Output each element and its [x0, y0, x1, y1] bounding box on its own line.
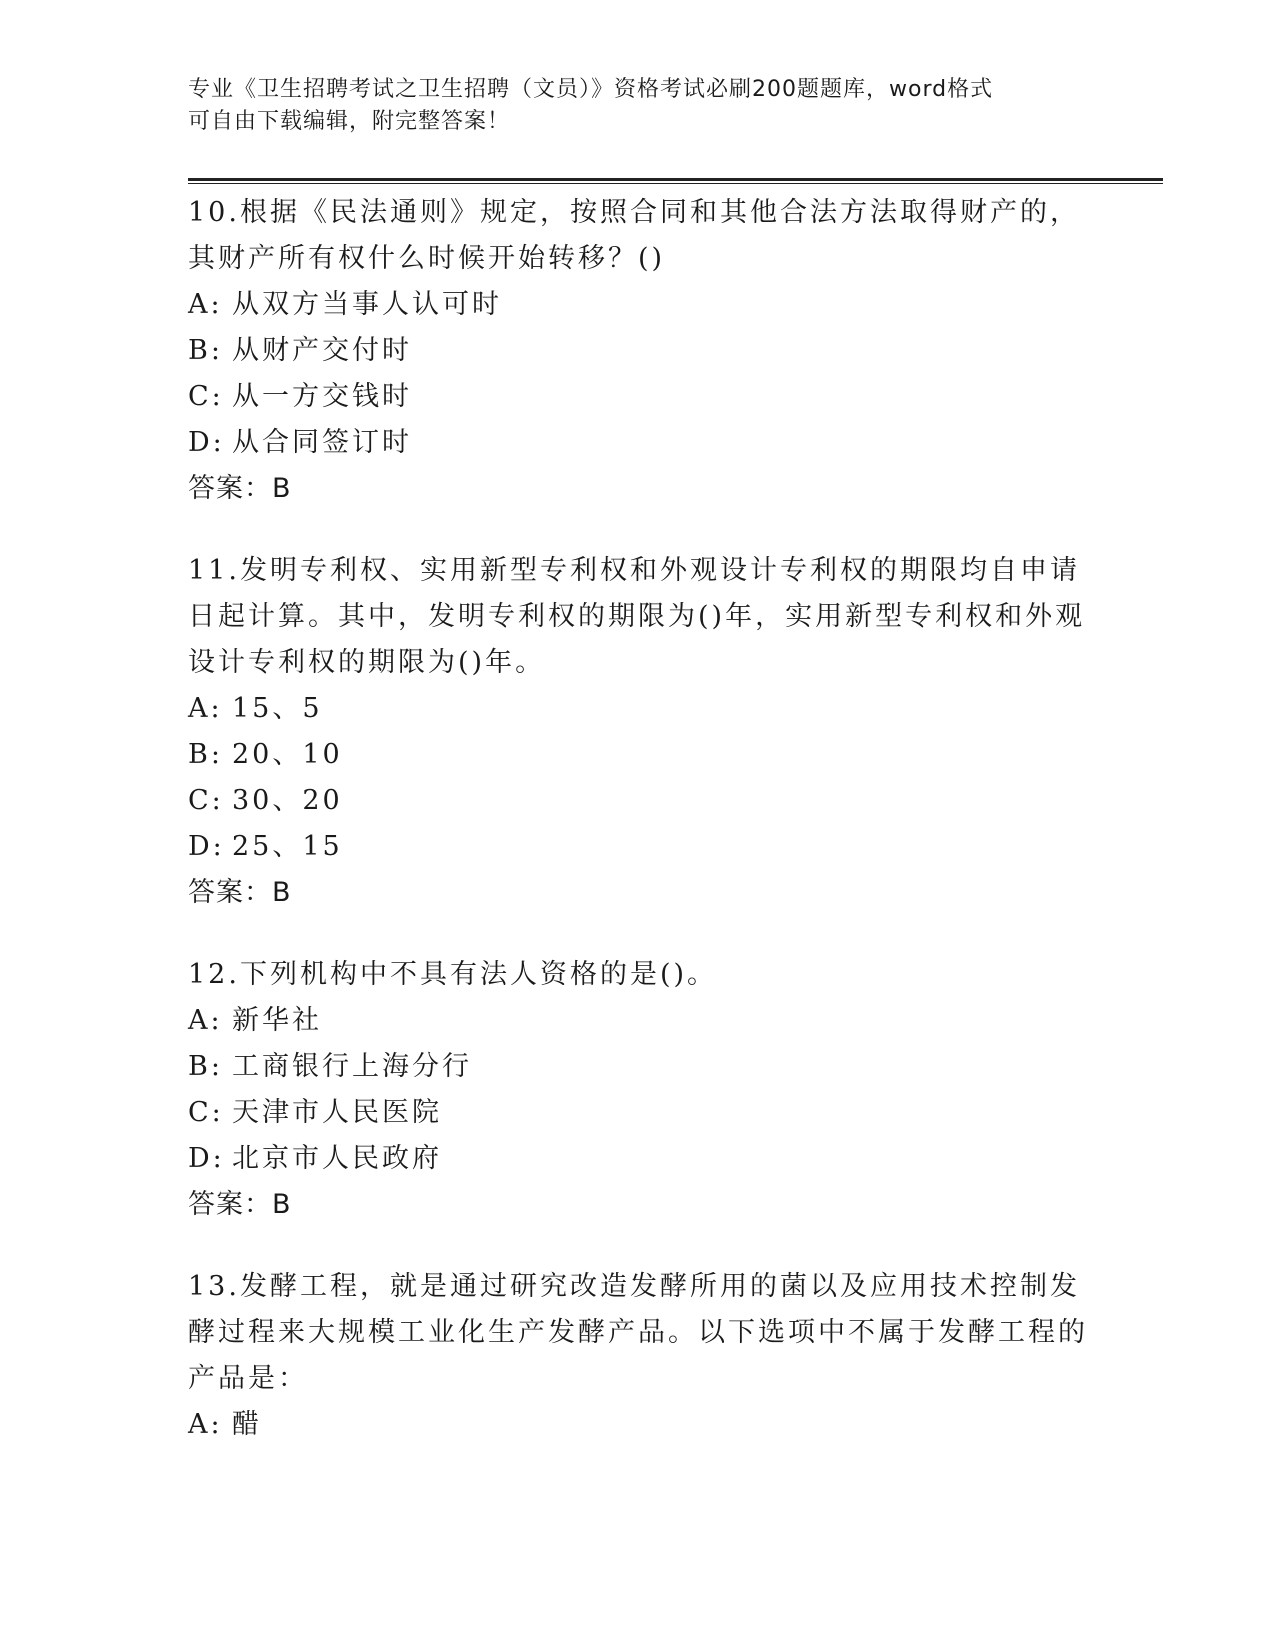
question-stem — [188, 190, 1088, 282]
option-letter: A: — [188, 1005, 223, 1036]
option-a — [188, 998, 1088, 1044]
option-letter: B: — [188, 739, 223, 770]
header-line-1: 专业《卫生招聘考试之卫生招聘（文员）》资格考试必刷200题题库，word格式 — [188, 77, 994, 102]
option-letter: D: — [188, 427, 225, 458]
option-text: 从双方当事人认可时 — [232, 289, 502, 320]
question-list — [188, 190, 1088, 1484]
option-text: 30、20 — [232, 785, 343, 816]
answer-line: 答案：B — [188, 473, 292, 504]
option-text: 从一方交钱时 — [232, 381, 412, 412]
option-text: 15、5 — [232, 693, 323, 724]
question-stem — [188, 548, 1088, 686]
question-13 — [188, 1264, 1088, 1448]
question-12 — [188, 952, 1088, 1228]
option-c — [188, 778, 1088, 824]
option-letter: D: — [188, 831, 225, 862]
question-11 — [188, 548, 1088, 916]
question-number: 12. — [188, 959, 240, 990]
option-letter: C: — [188, 1097, 224, 1128]
option-d — [188, 1136, 1088, 1182]
option-a — [188, 686, 1088, 732]
question-stem — [188, 952, 1088, 998]
question-text: 下列机构中不具有法人资格的是()。 — [239, 959, 718, 990]
option-b — [188, 328, 1088, 374]
option-text: 醋 — [232, 1409, 262, 1440]
option-text: 天津市人民医院 — [232, 1097, 442, 1128]
option-text: 北京市人民政府 — [232, 1143, 442, 1174]
option-letter: A: — [188, 289, 223, 320]
answer-line: 答案：B — [188, 1189, 292, 1220]
question-10 — [188, 190, 1088, 512]
option-text: 20、10 — [232, 739, 343, 770]
option-letter: C: — [188, 785, 224, 816]
option-c — [188, 374, 1088, 420]
header-divider-thick — [188, 178, 1163, 181]
question-number: 11. — [188, 555, 240, 586]
question-text: 发明专利权、实用新型专利权和外观设计专利权的期限均自申请日起计算。其中，发明专利权的期限为()年，实用新型专利权和外观设计专利权的期限为()年。 — [188, 555, 1086, 678]
question-text: 发酵工程，就是通过研究改造发酵所用的菌以及应用技术控制发酵过程来大规模工业化生产发酵产品。以下选项中不属于发酵工程的产品是： — [188, 1271, 1088, 1394]
option-a — [188, 1402, 1088, 1448]
option-text: 工商银行上海分行 — [232, 1051, 472, 1082]
option-c — [188, 1090, 1088, 1136]
header-line-2: 可自由下载编辑，附完整答案！ — [188, 109, 511, 134]
option-a — [188, 282, 1088, 328]
option-text: 25、15 — [232, 831, 343, 862]
option-text: 新华社 — [232, 1005, 322, 1036]
option-d — [188, 824, 1088, 870]
question-number: 13. — [188, 1271, 240, 1302]
question-stem — [188, 1264, 1088, 1402]
option-letter: B: — [188, 1051, 223, 1082]
question-number: 10. — [188, 197, 240, 228]
option-b — [188, 1044, 1088, 1090]
option-b — [188, 732, 1088, 778]
header-divider-thin — [188, 183, 1163, 184]
option-text: 从财产交付时 — [232, 335, 412, 366]
option-letter: A: — [188, 1409, 223, 1440]
question-text: 根据《民法通则》规定，按照合同和其他合法方法取得财产的，其财产所有权什么时候开始转移？() — [188, 197, 1080, 274]
option-letter: A: — [188, 693, 223, 724]
option-letter: D: — [188, 1143, 225, 1174]
option-d — [188, 420, 1088, 466]
document-header — [188, 74, 1068, 138]
option-letter: B: — [188, 335, 223, 366]
option-text: 从合同签订时 — [232, 427, 412, 458]
option-letter: C: — [188, 381, 224, 412]
answer-line: 答案：B — [188, 877, 292, 908]
